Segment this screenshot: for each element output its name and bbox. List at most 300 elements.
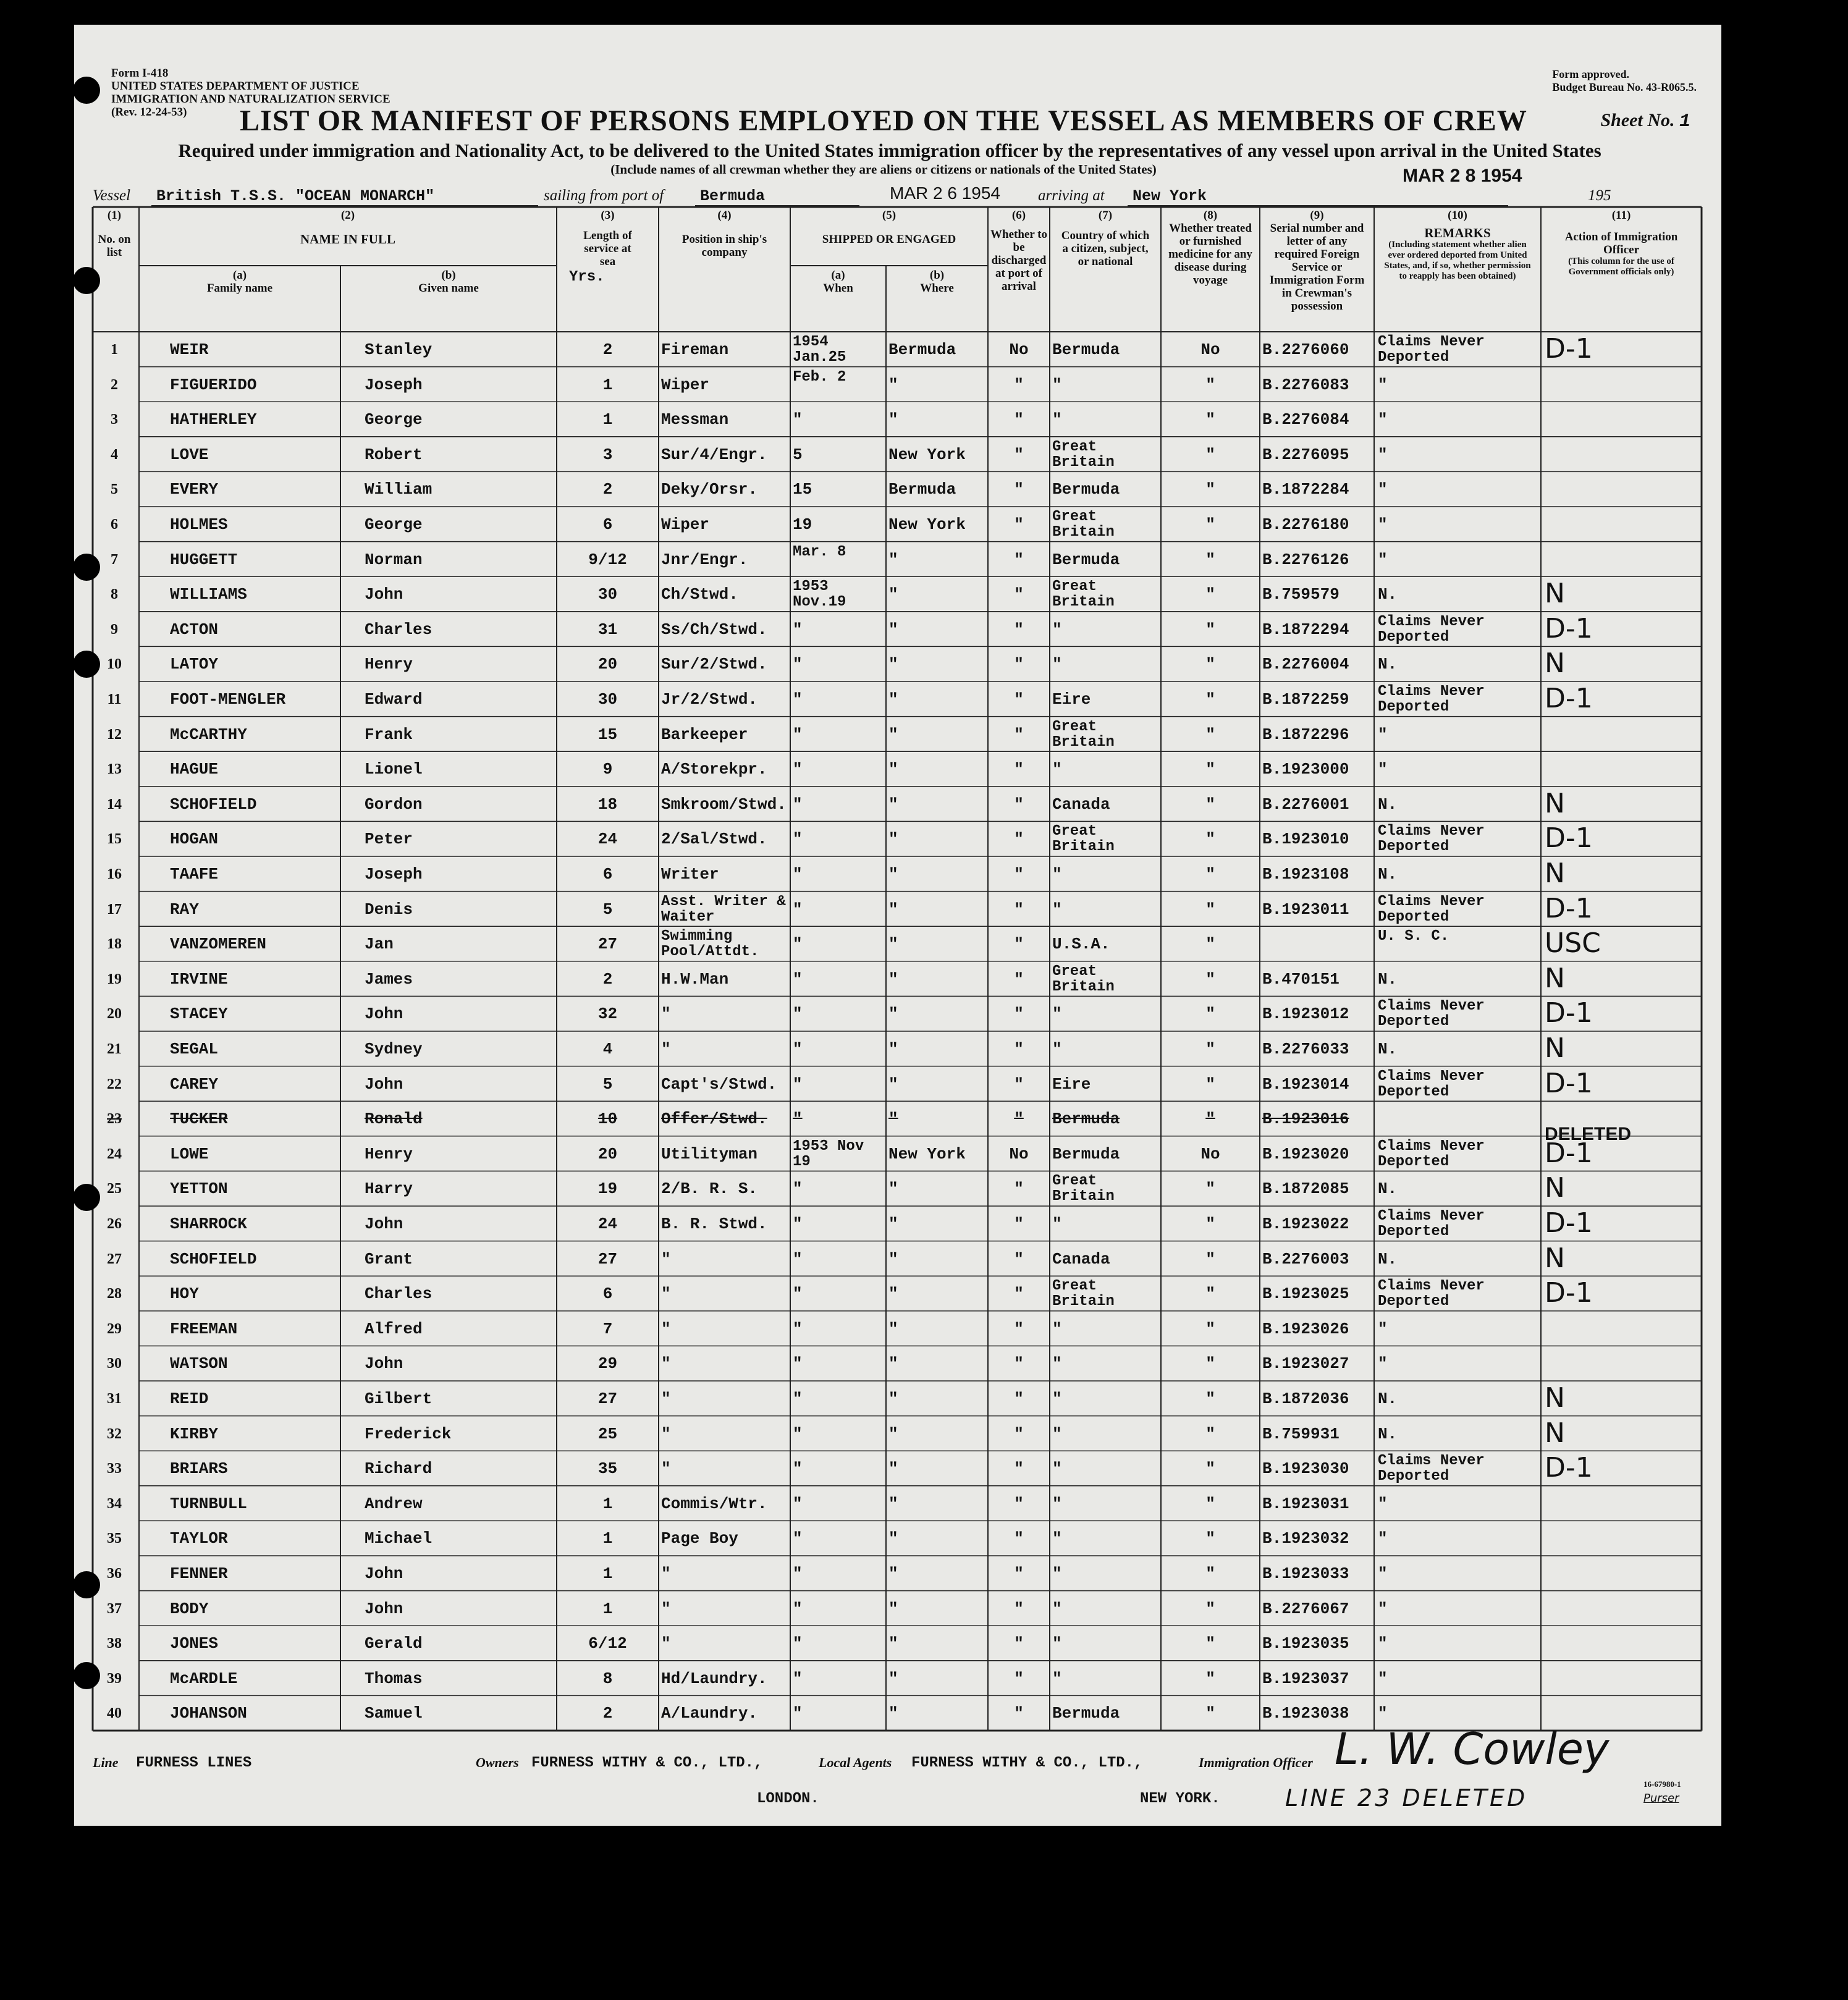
position: B. R. Stwd. [661,1215,767,1233]
serial-number: B.2276003 [1262,1249,1349,1268]
service-years: 1 [602,1494,613,1513]
position: " [661,1285,671,1304]
row-number: 21 [107,1041,122,1057]
shipped-where: " [888,1669,898,1688]
col5-number: (5) [882,209,897,222]
print-code: 16-67980-1 [1643,1779,1681,1789]
shipped-when: " [793,1354,803,1373]
family-name: HOLMES [170,515,228,534]
family-name: REID [170,1390,209,1408]
position: " [661,1390,671,1408]
position: Wiper [661,375,710,394]
row-number: 27 [107,1251,122,1267]
shipped-where: " [888,1110,898,1129]
deletion-note: LINE 23 DELETED [1285,1784,1528,1812]
medicine: " [1205,1669,1215,1688]
given-name: Norman [365,550,423,569]
family-name: BODY [170,1599,209,1618]
required-statement: Required under immigration and Nationality Act, to be delivered to the United States immigration officer by the representatives of any vessel upon arrival in the United States [178,140,1601,161]
position: Ss/Ch/Stwd. [661,620,767,639]
position: Sur/2/Stwd. [661,655,767,674]
form-number: Form I-418 [111,67,169,80]
medicine: " [1205,935,1215,954]
immigration-action: D-1 [1545,892,1593,924]
shipped-when: " [793,935,803,954]
position: Wiper [661,515,710,534]
immigration-action: N [1545,858,1565,889]
immigration-action [1545,1486,1702,1521]
serial-number: B.1923014 [1262,1074,1349,1094]
medicine: " [1205,1529,1215,1548]
row-number: 20 [107,1006,122,1023]
discharged: " [1014,760,1024,779]
shipped-when: " [793,690,803,709]
remarks: " [1378,1564,1388,1583]
shipped-where: " [888,969,898,989]
given-name: Stanley [365,340,432,359]
col3-header [557,209,659,284]
remarks: Claims Never Deported [1378,1068,1485,1100]
remarks: " [1378,1494,1388,1513]
row-number: 14 [107,796,122,812]
immigration-action [1545,1591,1702,1626]
family-name: HUGGETT [170,550,238,569]
medicine: " [1205,1074,1215,1094]
country: Bermuda [1052,480,1120,499]
immigration-action [1545,471,1702,506]
service-years: 2 [602,1704,613,1723]
country: Great Britain [1052,1278,1115,1310]
given-name: John [365,1354,403,1373]
row-number: 38 [107,1635,122,1652]
serial-number: B.2276126 [1262,550,1349,569]
position: Writer [661,865,719,884]
purser-signature: Purser [1643,1792,1679,1805]
shipped-where: " [888,1564,898,1583]
serial-number: B.1923037 [1262,1669,1349,1688]
shipped-when: " [793,1179,803,1199]
given-name: Gilbert [365,1390,432,1408]
shipped-where: " [888,1494,898,1513]
shipped-where: Bermuda [888,480,956,499]
serial-number: B.1923025 [1262,1285,1349,1304]
given-name: Lionel [365,760,423,779]
col5-header [790,209,988,246]
service-name: IMMIGRATION AND NATURALIZATION SERVICE [111,93,390,106]
family-name: SCHOFIELD [170,795,257,814]
position: Hd/Laundry. [661,1669,767,1688]
given-name: Henry [365,655,413,674]
serial-number: B.1923035 [1262,1634,1349,1653]
immigration-action: N [1545,1172,1565,1204]
row-number: 15 [107,831,122,848]
col10-header [1374,209,1541,282]
serial-number: B.1923027 [1262,1354,1349,1373]
family-name: YETTON [170,1179,228,1199]
col8-number: (8) [1203,209,1218,222]
shipped-when: " [793,830,803,849]
discharged: No [1009,340,1029,359]
shipped-when: 15 [793,480,812,499]
shipped-where: " [888,865,898,884]
discharged: " [1014,1040,1024,1058]
given-name: Charles [365,1285,432,1304]
family-name: LATOY [170,655,219,674]
position: H.W.Man [661,969,729,989]
shipped-when: " [793,1005,803,1024]
position: Capt's/Stwd. [661,1074,777,1094]
service-years: 9/12 [588,550,627,569]
row-number: 3 [111,411,118,428]
given-name: Andrew [365,1494,423,1513]
family-name: LOWE [170,1144,209,1163]
medicine: " [1205,1599,1215,1618]
sheet-label: Sheet No. [1600,110,1675,130]
medicine: " [1205,1354,1215,1373]
country: " [1052,1669,1062,1688]
medicine: " [1205,550,1215,569]
immigration-action: N [1545,1417,1565,1449]
given-name: John [365,1599,403,1618]
row-number: 28 [107,1286,122,1302]
medicine: No [1200,340,1220,359]
discharged: " [1014,969,1024,989]
serial-number: B.1923108 [1262,865,1349,884]
discharged: No [1009,1144,1029,1163]
col3-label: Length of service at sea [583,229,632,268]
medicine: " [1205,969,1215,989]
row-number: 2 [111,376,118,393]
col1-number: (1) [107,209,122,222]
immigration-action [1545,437,1702,471]
service-years: 1 [602,1529,613,1548]
given-name: James [365,969,413,989]
remarks: " [1378,410,1388,429]
medicine: " [1205,515,1215,534]
immigration-action: N [1545,1382,1565,1414]
serial-number: B.1872036 [1262,1390,1349,1408]
col4-header [659,209,790,259]
medicine: " [1205,900,1215,919]
discharged: " [1014,1634,1024,1653]
given-name: Grant [365,1249,413,1268]
remarks: " [1378,1669,1388,1688]
serial-number: B.1923000 [1262,760,1349,779]
sheet-number [1600,110,1690,132]
given-name: Joseph [365,375,423,394]
medicine: " [1205,795,1215,814]
shipped-where: " [888,1215,898,1233]
given-name: Richard [365,1459,432,1479]
medicine: " [1205,865,1215,884]
sheet-value: 1 [1679,111,1690,132]
family-name: McCARTHY [170,725,247,744]
family-name: SHARROCK [170,1215,247,1233]
immigration-action [1545,751,1702,786]
shipped-when: 1954 Jan.25 [793,334,846,366]
service-years: 10 [597,1110,618,1129]
shipped-when: " [793,1319,803,1338]
service-years: 1 [602,1599,613,1618]
service-years: 24 [597,830,618,849]
row-number: 40 [107,1705,122,1722]
col11-header [1541,209,1702,277]
given-name: John [365,1215,403,1233]
service-years: 27 [597,935,618,954]
remarks: " [1378,725,1388,744]
col5b-label: Where [920,282,954,295]
given-name: Charles [365,620,432,639]
remarks: Claims Never Deported [1378,823,1485,856]
position: A/Storekpr. [661,760,767,779]
country: Eire [1052,1074,1091,1094]
row-number: 16 [107,866,122,882]
given-name: Samuel [365,1704,423,1723]
remarks: N. [1378,1249,1398,1268]
remarks: N. [1378,655,1398,674]
service-years: 30 [597,585,618,604]
service-years: 18 [597,795,618,814]
shipped-where: " [888,375,898,394]
service-years: 27 [597,1390,618,1408]
medicine: No [1200,1144,1220,1163]
shipped-where: " [888,1179,898,1199]
country: " [1052,375,1062,394]
row-number: 39 [107,1670,122,1687]
serial-number: B.1923016 [1262,1110,1349,1129]
shipped-when: " [793,1494,803,1513]
shipped-when: Mar. 8 [793,543,846,560]
immigration-action: D-1 [1545,1067,1593,1099]
remarks: Claims Never Deported [1378,334,1485,366]
remarks: " [1378,1634,1388,1653]
serial-number: B.2276084 [1262,410,1349,429]
service-years: 19 [597,1179,618,1199]
medicine: " [1205,1040,1215,1058]
position: " [661,1459,671,1479]
shipped-where: " [888,1424,898,1443]
country: Bermuda [1052,340,1120,359]
medicine: " [1205,1179,1215,1199]
row-number: 37 [107,1600,122,1617]
given-name: Thomas [365,1669,423,1688]
given-name: John [365,585,403,604]
discharged: " [1014,620,1024,639]
given-name: Henry [365,1144,413,1163]
country: Great Britain [1052,438,1115,471]
country: " [1052,1564,1062,1583]
discharged: " [1014,725,1024,744]
shipped-where: " [888,1459,898,1479]
immigration-action [1545,1626,1702,1660]
medicine: " [1205,480,1215,499]
sailing-date-stamp: MAR 2 6 1954 [890,184,1000,203]
medicine: " [1205,655,1215,674]
medicine: " [1205,445,1215,464]
discharged: " [1014,1319,1024,1338]
service-years: 2 [602,969,613,989]
serial-number: B.1872284 [1262,480,1349,499]
shipped-when: " [793,900,803,919]
serial-number: B.1872085 [1262,1179,1349,1199]
shipped-when: " [793,1634,803,1653]
line-value: FURNESS LINES [136,1755,252,1771]
discharged: " [1014,1390,1024,1408]
medicine: " [1205,1249,1215,1268]
given-name: Frank [365,725,413,744]
serial-number: B.1923020 [1262,1144,1349,1163]
col9-header [1260,209,1374,313]
discharged: " [1014,1704,1024,1723]
shipped-when: " [793,795,803,814]
year-label: 195 [1588,187,1611,204]
form-approved-line: Form approved. [1552,68,1629,80]
col2b-label: Given name [418,282,479,295]
serial-number: B.1923012 [1262,1005,1349,1024]
agents-city: NEW YORK. [1140,1791,1220,1807]
remarks: Claims Never Deported [1378,1453,1485,1485]
binder-hole [73,1571,100,1598]
medicine: " [1205,410,1215,429]
immigration-action [1545,507,1702,541]
shipped-where: New York [888,445,966,464]
shipped-when: " [793,1529,803,1548]
medicine: " [1205,1424,1215,1443]
col11-number: (11) [1611,209,1631,222]
revision-date: (Rev. 12-24-53) [111,106,187,119]
family-name: KIRBY [170,1424,219,1443]
immigration-action [1545,402,1702,436]
country: " [1052,760,1062,779]
service-years: 24 [597,1215,618,1233]
immigration-action: N [1545,578,1565,610]
service-years: 7 [602,1319,613,1338]
shipped-where: " [888,1319,898,1338]
shipped-where: " [888,900,898,919]
shipped-where: " [888,690,898,709]
given-name: Robert [365,445,423,464]
binder-hole [73,267,100,294]
service-years: 20 [597,655,618,674]
discharged: " [1014,1529,1024,1548]
medicine: " [1205,690,1215,709]
col2a-number: (a) [232,269,247,282]
remarks: N. [1378,1179,1398,1199]
position: Page Boy [661,1529,738,1548]
discharged: " [1014,1424,1024,1443]
remarks: Claims Never Deported [1378,1278,1485,1310]
family-name: JOHANSON [170,1704,247,1723]
col2a-label: Family name [206,282,273,295]
remarks: Claims Never Deported [1378,683,1485,715]
serial-number: B.759579 [1262,585,1340,604]
col9-number: (9) [1310,209,1324,222]
position: Fireman [661,340,729,359]
country: " [1052,1599,1062,1618]
country: Canada [1052,795,1110,814]
row-number: 7 [111,551,118,568]
col3-number: (3) [601,209,615,222]
shipped-when: " [793,620,803,639]
row-number: 23 [107,1111,122,1128]
position: 2/B. R. S. [661,1179,758,1199]
discharged: " [1014,1354,1024,1373]
col5b-header [886,269,988,295]
line-label: Line [93,1755,119,1770]
row-number: 8 [111,586,118,603]
shipped-where: " [888,1285,898,1304]
discharged: " [1014,1459,1024,1479]
binder-hole [73,554,100,581]
discharged: " [1014,550,1024,569]
shipped-where: " [888,1599,898,1618]
immigration-action [1545,1346,1702,1380]
position: A/Laundry. [661,1704,758,1723]
discharged: " [1014,410,1024,429]
immigration-action: D-1 [1545,822,1593,854]
immigration-action [1545,1661,1702,1695]
discharged: " [1014,375,1024,394]
discharged: " [1014,480,1024,499]
serial-number: B.1923022 [1262,1215,1349,1233]
discharged: " [1014,1074,1024,1094]
officer-label: Immigration Officer [1199,1755,1313,1770]
row-number: 35 [107,1530,122,1547]
given-name: John [365,1005,403,1024]
country: " [1052,1005,1062,1024]
row-number: 25 [107,1181,122,1197]
immigration-action: D-1 [1545,997,1593,1029]
serial-number: B.2276033 [1262,1040,1349,1058]
position: Commis/Wtr. [661,1494,767,1513]
family-name: RAY [170,900,199,919]
family-name: HAGUE [170,760,219,779]
immigration-action [1545,542,1702,576]
family-name: WEIR [170,340,209,359]
country: Great Britain [1052,963,1115,995]
discharged: " [1014,900,1024,919]
country: Bermuda [1052,550,1120,569]
country: " [1052,1494,1062,1513]
serial-number: B.1923032 [1262,1529,1349,1548]
immigration-action [1545,1556,1702,1590]
country: " [1052,1319,1062,1338]
service-years: 8 [602,1669,613,1688]
given-name: Sydney [365,1040,423,1058]
country: " [1052,900,1062,919]
immigration-action: USC [1545,927,1601,960]
discharged: " [1014,1249,1024,1268]
country: " [1052,1634,1062,1653]
service-years: 9 [602,760,613,779]
country: Great Britain [1052,578,1115,611]
family-name: LOVE [170,445,209,464]
position: 2/Sal/Stwd. [661,830,767,849]
col10-note: (Including statement whether alien ever ordered deported from United States, and, if so, whether permission to reapply has been obtained) [1384,240,1531,281]
remarks: " [1378,1529,1388,1548]
serial-number: B.1923030 [1262,1459,1349,1479]
arriving-port: New York [1128,187,1508,206]
row-number: 36 [107,1566,122,1582]
col8-label: Whether treated or furnished medicine for any disease during voyage [1168,222,1252,287]
position: " [661,1634,671,1653]
country: " [1052,1459,1062,1479]
discharged: " [1014,865,1024,884]
medicine: " [1205,830,1215,849]
given-name: Edward [365,690,423,709]
family-name: CAREY [170,1074,219,1094]
immigration-action: D-1 [1545,1452,1593,1484]
